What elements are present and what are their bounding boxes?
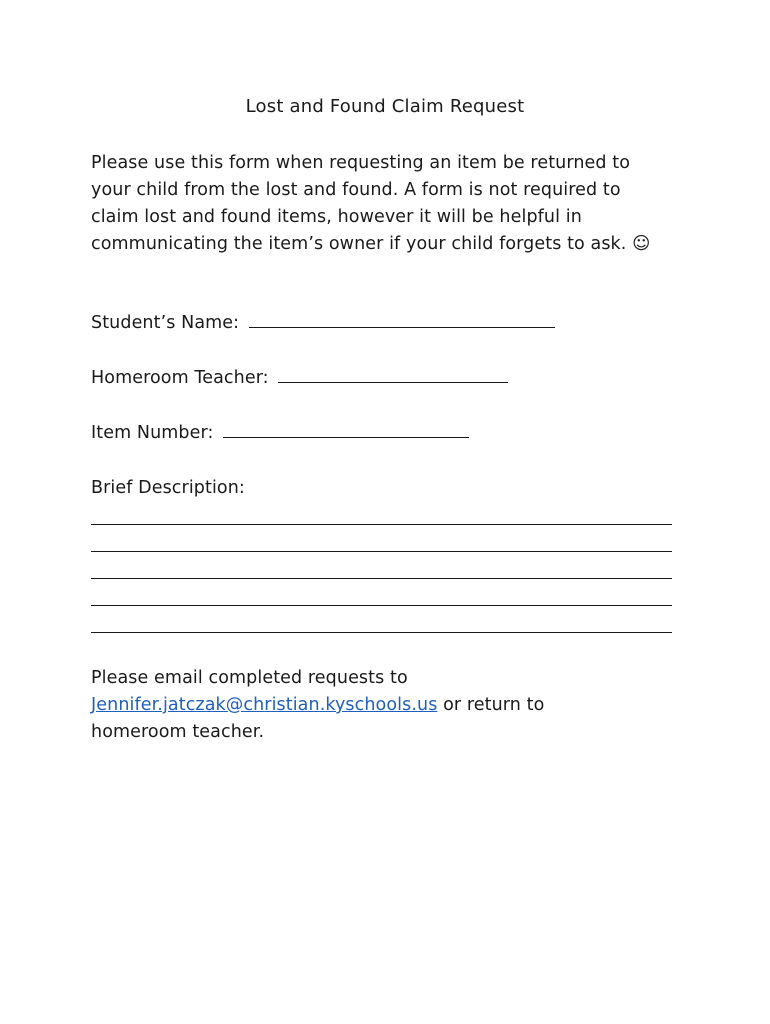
description-line[interactable] — [91, 605, 672, 606]
intro-line: claim lost and found items, however it will be helpful in — [91, 207, 582, 227]
homeroom-teacher-label: Homeroom Teacher: — [91, 368, 269, 388]
homeroom-teacher-field — [91, 368, 508, 388]
description-line[interactable] — [91, 524, 672, 525]
intro-paragraph — [91, 150, 691, 258]
email-link[interactable]: Jennifer.jatczak@christian.kyschools.us — [91, 695, 438, 715]
description-line[interactable] — [91, 578, 672, 579]
student-name-label: Student’s Name: — [91, 313, 240, 333]
item-number-label: Item Number: — [91, 423, 214, 443]
brief-description-field — [91, 478, 245, 498]
closing-line: homeroom teacher. — [91, 722, 265, 742]
description-line[interactable] — [91, 551, 672, 552]
closing-line — [91, 692, 544, 719]
intro-line: communicating the item’s owner if your child forgets to ask. ☺ — [91, 234, 651, 254]
item-number-blank[interactable] — [223, 436, 469, 438]
intro-line: your child from the lost and found. A form is not required to — [91, 180, 621, 200]
description-line[interactable] — [91, 632, 672, 633]
closing-after-email: or return to — [437, 695, 545, 715]
brief-description-label: Brief Description: — [91, 478, 245, 498]
student-name-field — [91, 313, 555, 333]
homeroom-teacher-blank[interactable] — [278, 381, 508, 383]
closing-paragraph — [91, 665, 544, 746]
student-name-blank[interactable] — [249, 326, 555, 328]
closing-line: Please email completed requests to — [91, 668, 408, 688]
intro-line: Please use this form when requesting an item be returned to — [91, 153, 631, 173]
item-number-field — [91, 423, 469, 443]
form-title: Lost and Found Claim Request — [245, 96, 525, 117]
